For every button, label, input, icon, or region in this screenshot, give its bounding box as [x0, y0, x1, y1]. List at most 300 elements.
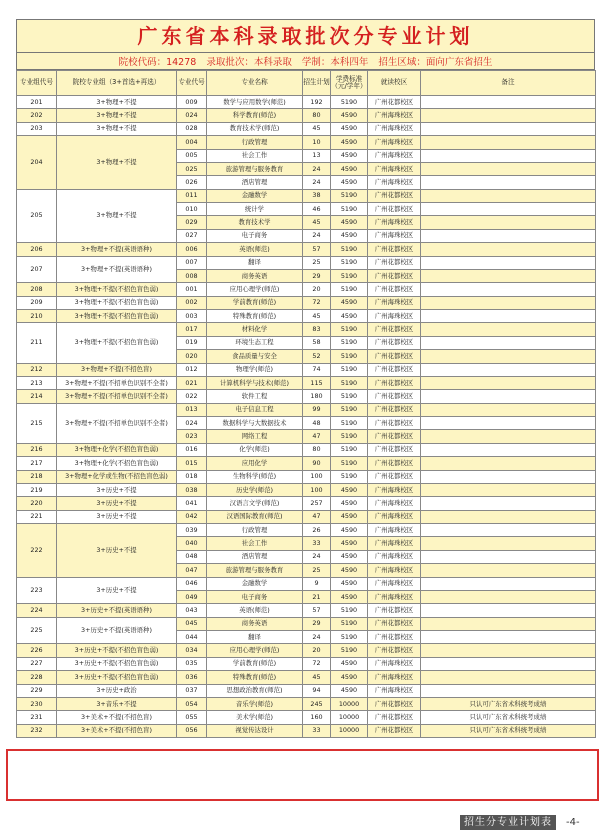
remarks: [421, 216, 596, 229]
group-requirement: 3+美术+不提(不招色盲): [57, 711, 177, 724]
campus: 广州花都校区: [368, 644, 421, 657]
major-name: 教育技术学: [207, 216, 303, 229]
campus: 广州花都校区: [368, 376, 421, 389]
campus: 广州海珠校区: [368, 122, 421, 135]
campus: 广州海珠校区: [368, 296, 421, 309]
table-row: [17, 457, 596, 470]
major-name: 英语(师范): [207, 604, 303, 617]
tuition: 5190: [331, 631, 368, 644]
enrollment-plan: 26: [303, 524, 331, 537]
page-title: 广东省本科录取批次分专业计划: [16, 19, 595, 53]
tuition: 4590: [331, 590, 368, 603]
tuition: 4590: [331, 296, 368, 309]
major-name: 思想政治教育(师范): [207, 684, 303, 697]
remarks: 只认可广东省术科统考成绩: [421, 724, 596, 737]
group-requirement: 3+历史+不提: [57, 524, 177, 578]
table-row: [17, 483, 596, 496]
remarks: [421, 550, 596, 563]
group-code: 209: [17, 296, 57, 309]
major-name: 翻译: [207, 256, 303, 269]
enrollment-plan: 24: [303, 631, 331, 644]
enrollment-plan: 45: [303, 671, 331, 684]
enrollment-plan: 58: [303, 336, 331, 349]
table-header-row: [17, 71, 596, 96]
table-row: [17, 256, 596, 269]
info-bar: [16, 53, 595, 70]
enrollment-plan: 160: [303, 711, 331, 724]
group-code: 208: [17, 283, 57, 296]
major-name: 商务英语: [207, 269, 303, 282]
group-code: 218: [17, 470, 57, 483]
tuition: 4590: [331, 510, 368, 523]
enrollment-plan: 25: [303, 564, 331, 577]
campus: 广州花都校区: [368, 283, 421, 296]
table-row: [17, 283, 596, 296]
remarks: [421, 390, 596, 403]
group-requirement: 3+物理+不提(不招单色识别不全者): [57, 403, 177, 443]
group-requirement: 3+历史+不提: [57, 510, 177, 523]
remarks: [421, 510, 596, 523]
col-header: 招生计划: [303, 71, 331, 96]
tuition: 5190: [331, 470, 368, 483]
table-row: [17, 96, 596, 109]
campus: 广州海珠校区: [368, 483, 421, 496]
group-code: 227: [17, 657, 57, 670]
campus: 广州海珠校区: [368, 497, 421, 510]
table-row: [17, 243, 596, 256]
group-requirement: 3+物理+不提(不招单色识别不全者): [57, 376, 177, 389]
group-requirement: 3+历史+不提(英语语种): [57, 617, 177, 644]
major-code: 004: [177, 136, 207, 149]
major-code: 036: [177, 671, 207, 684]
enrollment-plan: 100: [303, 483, 331, 496]
enrollment-plan: 33: [303, 724, 331, 737]
major-name: 视觉传达设计: [207, 724, 303, 737]
major-code: 039: [177, 524, 207, 537]
school-code: 院校代码：14278: [118, 57, 197, 68]
campus: 广州海珠校区: [368, 657, 421, 670]
major-name: 汉语言文学(师范): [207, 497, 303, 510]
remarks: [421, 256, 596, 269]
table-row: [17, 109, 596, 122]
major-name: 食品质量与安全: [207, 350, 303, 363]
major-code: 013: [177, 403, 207, 416]
remarks: 只认可广东省术科统考成绩: [421, 697, 596, 710]
campus: 广州花都校区: [368, 443, 421, 456]
campus: 广州花都校区: [368, 189, 421, 202]
enrollment-plan: 245: [303, 697, 331, 710]
major-name: 电子商务: [207, 590, 303, 603]
tuition: 4590: [331, 136, 368, 149]
tuition: 5190: [331, 283, 368, 296]
group-code: 206: [17, 243, 57, 256]
enrollment-plan: 9: [303, 577, 331, 590]
major-code: 012: [177, 363, 207, 376]
tuition: 5190: [331, 350, 368, 363]
major-code: 024: [177, 109, 207, 122]
tuition: 5190: [331, 376, 368, 389]
tuition: 5190: [331, 256, 368, 269]
group-requirement: 3+物理+不提: [57, 96, 177, 109]
remarks: [421, 189, 596, 202]
highlight-box: [6, 749, 599, 801]
tuition: 5190: [331, 644, 368, 657]
major-code: 027: [177, 229, 207, 242]
campus: 广州海珠校区: [368, 510, 421, 523]
table-row: [17, 323, 596, 336]
group-requirement: 3+物理+化学(不招色盲色弱): [57, 457, 177, 470]
campus: 广州海珠校区: [368, 671, 421, 684]
enrollment-plan: 13: [303, 149, 331, 162]
admission-batch: 录取批次：本科录取: [206, 57, 292, 68]
enrollment-plan: 24: [303, 176, 331, 189]
remarks: [421, 604, 596, 617]
group-code: 232: [17, 724, 57, 737]
major-name: 学前教育(师范): [207, 296, 303, 309]
campus: 广州花都校区: [368, 96, 421, 109]
major-name: 电子信息工程: [207, 403, 303, 416]
tuition: 4590: [331, 524, 368, 537]
table-row: [17, 711, 596, 724]
major-name: 应用化学: [207, 457, 303, 470]
major-code: 045: [177, 617, 207, 630]
group-requirement: 3+物理+化学或生物(不招色盲色弱): [57, 470, 177, 483]
group-code: 221: [17, 510, 57, 523]
table-row: [17, 617, 596, 630]
remarks: [421, 537, 596, 550]
duration: 学制：本科四年: [301, 57, 369, 68]
major-name: 金融数学: [207, 189, 303, 202]
campus: 广州花都校区: [368, 617, 421, 630]
group-code: 231: [17, 711, 57, 724]
major-name: 网络工程: [207, 430, 303, 443]
group-code: 214: [17, 390, 57, 403]
remarks: [421, 524, 596, 537]
major-name: 统计学: [207, 203, 303, 216]
tuition: 4590: [331, 483, 368, 496]
group-code: 210: [17, 310, 57, 323]
remarks: [421, 229, 596, 242]
enrollment-plan: 90: [303, 457, 331, 470]
tuition: 5190: [331, 604, 368, 617]
table-row: [17, 136, 596, 149]
table-row: [17, 724, 596, 737]
campus: 广州海珠校区: [368, 176, 421, 189]
col-header: 专业组代号: [17, 71, 57, 96]
table-row: [17, 577, 596, 590]
major-name: 社会工作: [207, 537, 303, 550]
major-name: 化学(师范): [207, 443, 303, 456]
tuition: 5190: [331, 403, 368, 416]
major-name: 金融数学: [207, 577, 303, 590]
tuition: 5190: [331, 443, 368, 456]
group-requirement: 3+历史+不提(英语语种): [57, 604, 177, 617]
remarks: [421, 430, 596, 443]
enrollment-plan: 180: [303, 390, 331, 403]
major-code: 025: [177, 162, 207, 175]
enrollment-plan: 24: [303, 229, 331, 242]
enrollment-plan: 24: [303, 162, 331, 175]
group-requirement: 3+物理+不提(不招单色识别不全者): [57, 390, 177, 403]
remarks: [421, 564, 596, 577]
remarks: 只认可广东省术科统考成绩: [421, 711, 596, 724]
table-row: [17, 390, 596, 403]
group-requirement: 3+物理+不提(不招色盲色弱): [57, 296, 177, 309]
major-code: 034: [177, 644, 207, 657]
major-name: 数据科学与大数据技术: [207, 417, 303, 430]
campus: 广州海珠校区: [368, 109, 421, 122]
enrollment-plan: 25: [303, 256, 331, 269]
major-code: 010: [177, 203, 207, 216]
campus: 广州海珠校区: [368, 216, 421, 229]
major-name: 酒店管理: [207, 176, 303, 189]
group-code: 220: [17, 497, 57, 510]
major-code: 022: [177, 390, 207, 403]
enrollment-plan: 257: [303, 497, 331, 510]
table-row: [17, 122, 596, 135]
major-code: 016: [177, 443, 207, 456]
enrollment-plan: 29: [303, 617, 331, 630]
major-code: 001: [177, 283, 207, 296]
campus: 广州海珠校区: [368, 537, 421, 550]
major-code: 023: [177, 430, 207, 443]
group-code: 203: [17, 122, 57, 135]
enrollment-plan: 29: [303, 269, 331, 282]
group-requirement: 3+历史+不提(不招色盲色弱): [57, 671, 177, 684]
enrollment-plan: 80: [303, 443, 331, 456]
major-code: 054: [177, 697, 207, 710]
table-row: [17, 189, 596, 202]
group-requirement: 3+物理+化学(不招色盲色弱): [57, 443, 177, 456]
remarks: [421, 644, 596, 657]
group-code: 215: [17, 403, 57, 443]
group-requirement: 3+历史+不提: [57, 483, 177, 496]
group-code: 228: [17, 671, 57, 684]
campus: 广州海珠校区: [368, 550, 421, 563]
group-requirement: 3+物理+不提: [57, 189, 177, 243]
major-code: 003: [177, 310, 207, 323]
tuition: 5190: [331, 363, 368, 376]
major-name: 软件工程: [207, 390, 303, 403]
group-requirement: 3+物理+不提: [57, 109, 177, 122]
remarks: [421, 443, 596, 456]
enrollment-plan: 94: [303, 684, 331, 697]
group-requirement: 3+物理+不提(英语语种): [57, 243, 177, 256]
campus: 广州海珠校区: [368, 149, 421, 162]
major-name: 酒店管理: [207, 550, 303, 563]
table-row: [17, 310, 596, 323]
enrollment-plan: 74: [303, 363, 331, 376]
enrollment-plan: 48: [303, 417, 331, 430]
campus: 广州花都校区: [368, 711, 421, 724]
campus: 广州花都校区: [368, 323, 421, 336]
table-row: [17, 671, 596, 684]
enrollment-plan: 20: [303, 283, 331, 296]
campus: 广州花都校区: [368, 363, 421, 376]
table-row: [17, 403, 596, 416]
group-requirement: 3+历史+不提(不招色盲色弱): [57, 644, 177, 657]
group-requirement: 3+物理+不提(不招色盲): [57, 363, 177, 376]
tuition: 10000: [331, 697, 368, 710]
remarks: [421, 470, 596, 483]
enrollment-plan: 24: [303, 550, 331, 563]
enrollment-plan: 99: [303, 403, 331, 416]
table-row: [17, 657, 596, 670]
major-name: 应用心理学(师范): [207, 283, 303, 296]
major-code: 049: [177, 590, 207, 603]
tuition: 4590: [331, 176, 368, 189]
tuition: 4590: [331, 564, 368, 577]
campus: 广州花都校区: [368, 457, 421, 470]
enrollment-plan: 10: [303, 136, 331, 149]
remarks: [421, 417, 596, 430]
admission-region: 招生区域：面向广东省招生: [378, 57, 493, 68]
major-code: 048: [177, 550, 207, 563]
major-name: 商务英语: [207, 617, 303, 630]
enrollment-plan: 45: [303, 122, 331, 135]
table-row: [17, 443, 596, 456]
major-name: 环境生态工程: [207, 336, 303, 349]
campus: 广州花都校区: [368, 336, 421, 349]
enrollment-plan: 80: [303, 109, 331, 122]
major-name: 行政管理: [207, 524, 303, 537]
campus: 广州海珠校区: [368, 564, 421, 577]
col-header: 学费标准（元/学年）: [331, 71, 368, 96]
major-code: 015: [177, 457, 207, 470]
group-code: 211: [17, 323, 57, 363]
major-name: 旅游管理与服务教育: [207, 162, 303, 175]
major-code: 035: [177, 657, 207, 670]
campus: 广州花都校区: [368, 697, 421, 710]
major-name: 科学教育(师范): [207, 109, 303, 122]
enrollment-plan: 45: [303, 310, 331, 323]
major-name: 音乐学(师范): [207, 697, 303, 710]
campus: 广州海珠校区: [368, 162, 421, 175]
major-code: 044: [177, 631, 207, 644]
major-name: 物理学(师范): [207, 363, 303, 376]
major-code: 047: [177, 564, 207, 577]
major-code: 029: [177, 216, 207, 229]
major-code: 008: [177, 269, 207, 282]
campus: 广州海珠校区: [368, 577, 421, 590]
enrollment-plan: 33: [303, 537, 331, 550]
group-requirement: 3+物理+不提(不招色盲色弱): [57, 283, 177, 296]
group-code: 207: [17, 256, 57, 283]
major-code: 006: [177, 243, 207, 256]
major-code: 046: [177, 577, 207, 590]
campus: 广州花都校区: [368, 243, 421, 256]
remarks: [421, 363, 596, 376]
remarks: [421, 376, 596, 389]
tuition: 5190: [331, 617, 368, 630]
group-code: 229: [17, 684, 57, 697]
remarks: [421, 122, 596, 135]
campus: 广州花都校区: [368, 256, 421, 269]
table-row: [17, 524, 596, 537]
major-name: 学前教育(师范): [207, 657, 303, 670]
tuition: 4590: [331, 537, 368, 550]
tuition: 4590: [331, 550, 368, 563]
enrollment-plan: 72: [303, 657, 331, 670]
major-code: 011: [177, 189, 207, 202]
table-row: [17, 296, 596, 309]
remarks: [421, 203, 596, 216]
tuition: 4590: [331, 657, 368, 670]
remarks: [421, 310, 596, 323]
campus: 广州花都校区: [368, 470, 421, 483]
tuition: 5190: [331, 243, 368, 256]
campus: 广州海珠校区: [368, 229, 421, 242]
group-requirement: 3+物理+不提: [57, 136, 177, 190]
major-name: 生物科学(师范): [207, 470, 303, 483]
group-code: 202: [17, 109, 57, 122]
group-requirement: 3+美术+不提(不招色盲): [57, 724, 177, 737]
campus: 广州花都校区: [368, 430, 421, 443]
group-code: 216: [17, 443, 57, 456]
group-code: 219: [17, 483, 57, 496]
remarks: [421, 323, 596, 336]
remarks: [421, 577, 596, 590]
remarks: [421, 269, 596, 282]
major-code: 024: [177, 417, 207, 430]
major-code: 017: [177, 323, 207, 336]
tuition: 5190: [331, 96, 368, 109]
plan-sheet: [16, 19, 595, 738]
enrollment-plan: 100: [303, 470, 331, 483]
remarks: [421, 243, 596, 256]
campus: 广州花都校区: [368, 724, 421, 737]
tuition: 5190: [331, 390, 368, 403]
table-row: [17, 697, 596, 710]
enrollment-plan: 47: [303, 430, 331, 443]
remarks: [421, 657, 596, 670]
major-code: 055: [177, 711, 207, 724]
major-name: 历史学(师范): [207, 483, 303, 496]
group-code: 201: [17, 96, 57, 109]
remarks: [421, 403, 596, 416]
major-name: 旅游管理与服务教育: [207, 564, 303, 577]
remarks: [421, 162, 596, 175]
major-code: 019: [177, 336, 207, 349]
enrollment-plan: 47: [303, 510, 331, 523]
remarks: [421, 684, 596, 697]
tuition: 4590: [331, 122, 368, 135]
table-row: [17, 604, 596, 617]
tuition: 5190: [331, 336, 368, 349]
campus: 广州海珠校区: [368, 524, 421, 537]
major-code: 020: [177, 350, 207, 363]
plan-table: [16, 70, 596, 738]
tuition: 5190: [331, 323, 368, 336]
major-code: 021: [177, 376, 207, 389]
col-header: 备注: [421, 71, 596, 96]
major-code: 042: [177, 510, 207, 523]
tuition: 4590: [331, 162, 368, 175]
remarks: [421, 457, 596, 470]
table-row: [17, 376, 596, 389]
remarks: [421, 483, 596, 496]
group-code: 204: [17, 136, 57, 190]
table-row: [17, 510, 596, 523]
major-name: 特殊教育(师范): [207, 671, 303, 684]
major-name: 行政管理: [207, 136, 303, 149]
col-header: 专业代号: [177, 71, 207, 96]
campus: 广州海珠校区: [368, 136, 421, 149]
group-code: 213: [17, 376, 57, 389]
major-code: 037: [177, 684, 207, 697]
campus: 广州花都校区: [368, 604, 421, 617]
major-code: 056: [177, 724, 207, 737]
